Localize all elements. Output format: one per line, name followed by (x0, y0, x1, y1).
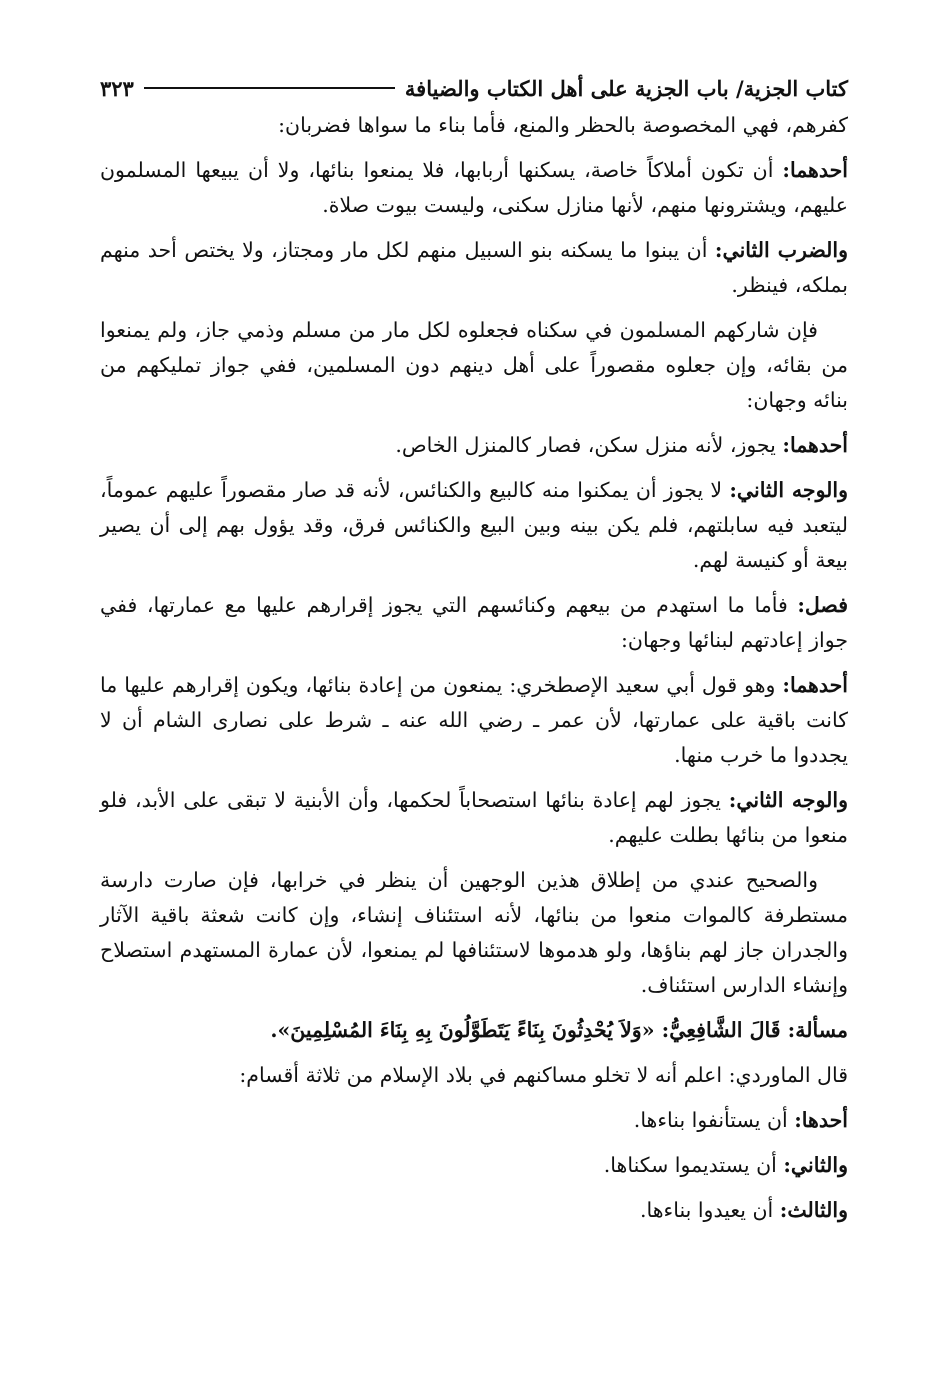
paragraph-text: أن يستديموا سكناها. (603, 1153, 784, 1177)
paragraph-lead: والوجه الثاني: (728, 788, 849, 812)
paragraph-lead: أحدهما: (782, 158, 848, 182)
paragraph-text: أن يعيدوا بناءها. (639, 1198, 780, 1222)
paragraph-text: كفرهم، فهي المخصوصة بالحظر والمنع، فأما بناء ما سواها فضربان: (278, 113, 848, 137)
paragraph-text: فإن شاركهم المسلمون في سكناه فجعلوه لكل مار من مسلم وذمي جاز، ولم يمنعوا من بقائه، وإن جعلوه مقصوراً على أهل دينهم دون المسلمين، ففي جواز تمليكهم من بنائه وجهان: (100, 318, 848, 412)
paragraph-lead: أحدهما: (782, 673, 848, 697)
paragraph (100, 1058, 848, 1093)
paragraph (100, 783, 848, 853)
paragraph-lead: أحدها: (794, 1108, 848, 1132)
paragraph (100, 1193, 848, 1228)
paragraph-lead: مسألة: قَالَ الشَّافِعِيُّ: (661, 1018, 848, 1042)
paragraph-text: أن تكون أملاكاً خاصة، يسكنها أربابها، فلا يمنعوا بنائها، ولا أن يبيعها المسلمون عليهم، ويشترونها منهم، لأنها منازل سكنى، وليست بيوت صلاة. (100, 158, 848, 217)
paragraph (100, 153, 848, 223)
paragraph-text: قال الماوردي: اعلم أنه لا تخلو مساكنهم في بلاد الإسلام من ثلاثة أقسام: (239, 1063, 848, 1087)
paragraph-text: أن يبنوا ما يسكنه بنو السبيل منهم لكل مار ومجتاز، ولا يختص أحد منهم بملكه، فينظر. (100, 238, 848, 297)
paragraph-text: لا يجوز أن يمكنوا منه كالبيع والكنائس، لأنه قد صار مقصوراً عليهم عموماً، ليتعبد فيه سابلتهم، فلم يكن بينه وبين البيع والكنائس فرق، وقد يؤول بهم إلى أن يصير بيعة أو كنيسة لهم. (100, 478, 848, 572)
paragraph (100, 668, 848, 773)
masala-heading (100, 1013, 848, 1048)
paragraph (100, 588, 848, 658)
paragraph-lead: والضرب الثاني: (714, 238, 848, 262)
paragraph (100, 108, 848, 143)
running-header-title: كتاب الجزية/ باب الجزية على أهل الكتاب والضيافة (404, 75, 848, 101)
paragraph-text: يجوز لهم إعادة بنائها استصحاباً لحكمها، وأن الأبنية لا تبقى على الأبد، فلو منعوا من بنائها بطلت عليهم. (100, 788, 848, 847)
header-rule (144, 87, 395, 89)
paragraph-text: وهو قول أبي سعيد الإصطخري: يمنعون من إعادة بنائها، ويكون إقرارهم عليها ما كانت باقية على عمارتها، لأن عمر ـ رضي الله عنه ـ شرط على نصارى الشام أن لا يجددوا ما خرب منها. (100, 673, 848, 767)
paragraph-lead: أحدهما: (782, 433, 848, 457)
paragraph (100, 1148, 848, 1183)
paragraph (100, 473, 848, 578)
paragraph (100, 428, 848, 463)
paragraph-lead: والثاني: (783, 1153, 848, 1177)
paragraph-text: أن يستأنفوا بناءها. (633, 1108, 795, 1132)
paragraph (100, 863, 848, 1003)
running-header (100, 70, 848, 106)
paragraph-lead: والثالث: (779, 1198, 848, 1222)
paragraph (100, 1103, 848, 1138)
paragraph-lead: والوجه الثاني: (729, 478, 849, 502)
paragraph (100, 233, 848, 303)
page-number: ٣٢٣ (100, 75, 134, 101)
paragraph-text: والصحيح عندي من إطلاق هذين الوجهين أن ينظر في خرابها، فإن صارت دارسة مستطرفة كالموات منعوا من بنائها، لأنه استئناف إنشاء، وإن كانت شعثة باقية الآثار والجدران جاز لهم بناؤها، ولو هدموها لاستئنافها لم يمنعوا، لأن عمارة المستهدم استصلاح وإنشاء الدارس استئناف. (100, 868, 848, 997)
document-page (100, 70, 848, 1238)
paragraph-lead: فصل: (797, 593, 848, 617)
paragraph-text: يجوز، لأنه منزل سكن، فصار كالمنزل الخاص. (395, 433, 783, 457)
quoted-text: «وَلاَ يُحْدِثُونَ بِنَاءً يَتَطَوَّلُونَ بِهِ بِنَاءَ المُسْلِمِينَ». (270, 1018, 662, 1042)
paragraph (100, 313, 848, 418)
paragraph-text: فأما ما استهدم من بيعهم وكنائسهم التي يجوز إقرارهم عليها مع عمارتها، ففي جواز إعادتهم لبنائها وجهان: (100, 593, 848, 652)
